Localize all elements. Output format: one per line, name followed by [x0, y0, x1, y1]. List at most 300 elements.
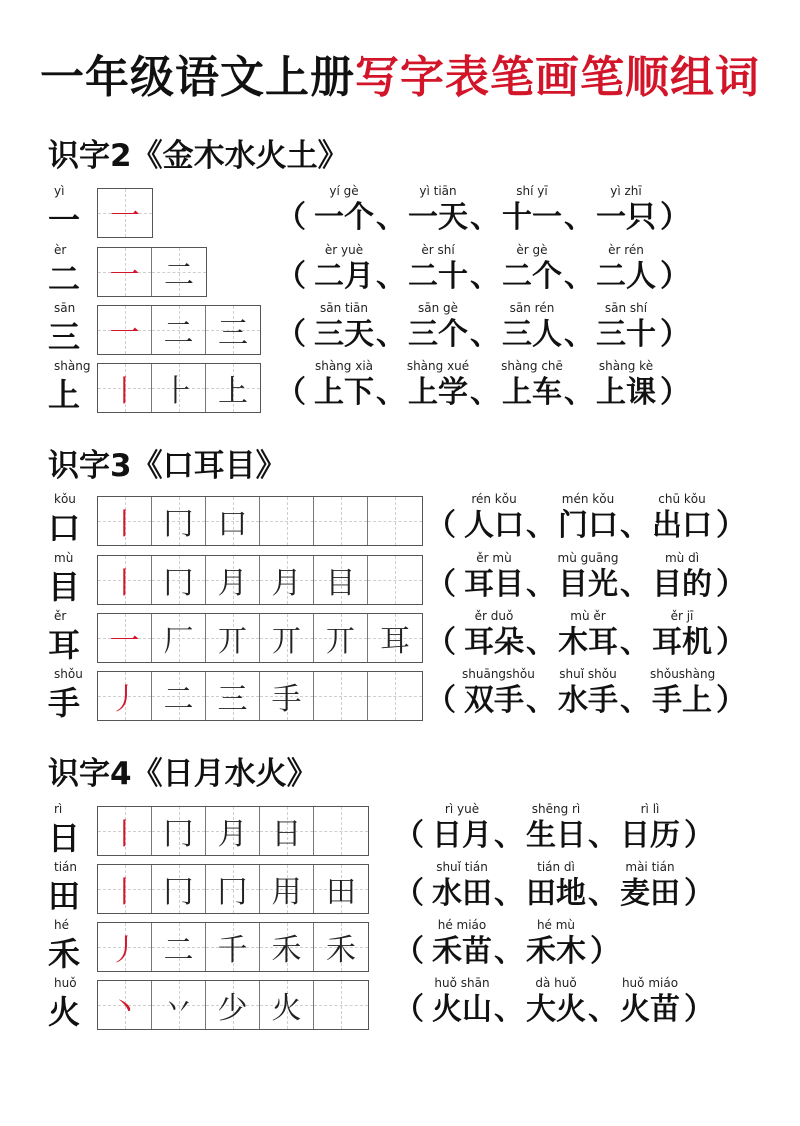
stroke-step: 冂 — [163, 875, 194, 910]
word-hanzi: 火山 — [432, 992, 492, 1027]
word-hanzi: 三个 — [408, 317, 468, 352]
stroke-cell — [98, 865, 152, 913]
stroke-cell — [260, 923, 314, 971]
word-hanzi: 水手 — [558, 683, 618, 718]
character: 火 — [48, 993, 81, 1031]
close-paren: ） — [590, 934, 620, 969]
stroke-cell — [98, 614, 152, 662]
word-pinyin: rì yuè — [444, 802, 480, 816]
character-pinyin: shǒu — [54, 667, 83, 681]
word-pinyin: shàng xué — [406, 359, 470, 373]
stroke-step: 冂 — [163, 507, 194, 542]
stroke-step: 禾 — [326, 933, 356, 968]
open-paren: （ — [276, 375, 306, 410]
stroke-step: 冂 — [163, 566, 194, 601]
word-item — [312, 184, 376, 238]
word-item — [500, 243, 564, 297]
word-hanzi: 耳机 — [652, 625, 712, 660]
word-item — [524, 802, 588, 856]
page-title — [0, 50, 800, 106]
stroke-step: 丨 — [109, 875, 140, 910]
word-hanzi: 田地 — [526, 876, 586, 911]
character-pinyin: shàng — [54, 359, 91, 373]
section-heading: 识字4《日月水火》 — [48, 756, 318, 792]
word-item — [594, 359, 658, 413]
stroke-cell — [206, 306, 260, 354]
word-pinyin: shǒushàng — [650, 667, 716, 681]
word-item — [594, 184, 658, 238]
word-item — [462, 492, 526, 546]
stroke-order-grid — [97, 671, 423, 721]
close-paren: ） — [716, 508, 746, 543]
stroke-cell — [368, 497, 422, 545]
word-hanzi: 目光 — [558, 567, 618, 602]
word-pinyin: tián dì — [537, 860, 575, 874]
stroke-order-grid — [97, 363, 261, 413]
stroke-cell — [368, 614, 422, 662]
word-pinyin: chū kǒu — [658, 492, 706, 506]
word-item — [430, 976, 494, 1030]
word-item — [650, 609, 714, 663]
word-hanzi: 日历 — [620, 818, 680, 853]
word-item — [430, 802, 494, 856]
stroke-step: 禾 — [271, 933, 302, 968]
word-item — [556, 551, 620, 605]
stroke-step: 一 — [110, 199, 140, 234]
word-hanzi: 禾木 — [526, 934, 586, 969]
character-pinyin: èr — [54, 243, 67, 257]
character-row — [0, 243, 800, 299]
stroke-step: 月 — [271, 566, 302, 601]
stroke-step: 一 — [109, 316, 140, 351]
word-item — [406, 359, 470, 413]
character-row — [0, 551, 800, 607]
stroke-step: 千 — [217, 933, 248, 968]
word-item — [406, 243, 470, 297]
character-pinyin: yì — [54, 184, 65, 198]
stroke-step: 三 — [218, 316, 248, 351]
character: 二 — [48, 260, 81, 298]
word-hanzi: 人口 — [464, 508, 524, 543]
word-pinyin: mén kǒu — [561, 492, 615, 506]
word-pinyin: shàng kè — [598, 359, 654, 373]
stroke-cell — [98, 189, 152, 237]
word-hanzi: 上学 — [408, 375, 468, 410]
stroke-cell — [152, 672, 206, 720]
open-paren: （ — [394, 934, 424, 969]
stroke-step: 少 — [217, 991, 248, 1026]
page-title-black: 一年级语文上册 — [40, 52, 355, 103]
stroke-cell — [314, 981, 368, 1029]
word-hanzi: 二月 — [314, 259, 374, 294]
open-paren: （ — [394, 876, 424, 911]
word-separator: 、 — [588, 876, 618, 911]
word-pinyin: èr shí — [421, 243, 455, 257]
word-separator: 、 — [564, 259, 594, 294]
stroke-order-grid — [97, 864, 369, 914]
stroke-cell — [260, 556, 314, 604]
close-paren: ） — [684, 818, 714, 853]
word-pinyin: hé miáo — [437, 918, 487, 932]
character: 三 — [48, 318, 81, 356]
word-hanzi: 二个 — [502, 259, 562, 294]
word-pinyin: shēng rì — [531, 802, 581, 816]
word-pinyin: sān tiān — [319, 301, 369, 315]
word-item — [650, 551, 714, 605]
word-pinyin: mù guāng — [557, 551, 619, 565]
word-pinyin: shuāngshǒu — [462, 667, 535, 681]
stroke-cell — [260, 672, 314, 720]
stroke-step: 厂 — [163, 624, 194, 659]
stroke-cell — [152, 364, 206, 412]
word-separator: 、 — [376, 259, 406, 294]
word-pinyin: shuǐ shǒu — [559, 667, 617, 681]
stroke-cell — [98, 497, 152, 545]
stroke-step: 丌 — [325, 624, 356, 659]
stroke-cell — [98, 807, 152, 855]
word-separator: 、 — [564, 317, 594, 352]
stroke-order-grid — [97, 980, 369, 1030]
stroke-step: 火 — [271, 991, 302, 1026]
stroke-step: 丌 — [271, 624, 302, 659]
close-paren: ） — [716, 625, 746, 660]
word-hanzi: 上车 — [502, 375, 562, 410]
word-pinyin: rén kǒu — [471, 492, 517, 506]
stroke-cell — [206, 614, 260, 662]
character-row — [0, 492, 800, 548]
word-pinyin: sān shí — [604, 301, 648, 315]
open-paren: （ — [276, 200, 306, 235]
word-separator: 、 — [526, 625, 556, 660]
stroke-cell — [152, 923, 206, 971]
stroke-cell — [152, 807, 206, 855]
word-pinyin: shàng chē — [501, 359, 563, 373]
word-item — [462, 609, 526, 663]
word-item — [650, 492, 714, 546]
word-hanzi: 门口 — [558, 508, 618, 543]
word-pinyin: shí yī — [516, 184, 548, 198]
word-pinyin: ěr duǒ — [474, 609, 514, 623]
open-paren: （ — [426, 567, 456, 602]
word-hanzi: 生日 — [526, 818, 586, 853]
stroke-cell — [98, 672, 152, 720]
stroke-step: 冂 — [217, 875, 248, 910]
open-paren: （ — [426, 625, 456, 660]
stroke-cell — [314, 672, 368, 720]
word-separator: 、 — [564, 200, 594, 235]
stroke-step: 二 — [164, 258, 194, 293]
stroke-step: 一 — [109, 624, 140, 659]
word-separator: 、 — [470, 317, 500, 352]
word-separator: 、 — [494, 876, 524, 911]
word-hanzi: 三人 — [502, 317, 562, 352]
word-item — [312, 301, 376, 355]
stroke-step: 月 — [217, 566, 248, 601]
stroke-step: 丿 — [109, 682, 140, 717]
word-hanzi: 上下 — [314, 375, 374, 410]
stroke-cell — [260, 981, 314, 1029]
word-item — [618, 976, 682, 1030]
close-paren: ） — [660, 375, 690, 410]
character-row — [0, 301, 800, 357]
close-paren: ） — [684, 992, 714, 1027]
stroke-cell — [98, 923, 152, 971]
word-separator: 、 — [470, 375, 500, 410]
stroke-order-grid — [97, 496, 423, 546]
word-separator: 、 — [376, 200, 406, 235]
open-paren: （ — [276, 259, 306, 294]
character-row — [0, 667, 800, 723]
word-separator: 、 — [470, 259, 500, 294]
word-pinyin: sān rén — [509, 301, 555, 315]
close-paren: ） — [684, 876, 714, 911]
word-separator: 、 — [526, 683, 556, 718]
word-item — [500, 184, 564, 238]
stroke-cell — [206, 981, 260, 1029]
stroke-order-grid — [97, 305, 261, 355]
close-paren: ） — [716, 683, 746, 718]
word-separator: 、 — [494, 934, 524, 969]
word-separator: 、 — [376, 375, 406, 410]
stroke-cell — [98, 364, 152, 412]
stroke-step: 丨 — [109, 817, 140, 852]
stroke-step: 月 — [217, 817, 248, 852]
word-hanzi: 禾苗 — [432, 934, 492, 969]
word-item — [406, 301, 470, 355]
word-item — [430, 918, 494, 972]
word-item — [406, 184, 470, 238]
word-pinyin: yì zhī — [610, 184, 642, 198]
stroke-step: 目 — [325, 566, 356, 601]
character: 耳 — [48, 626, 81, 664]
word-pinyin: shuǐ tián — [436, 860, 488, 874]
word-item — [594, 301, 658, 355]
word-pinyin: mù dì — [664, 551, 700, 565]
character-pinyin: hé — [54, 918, 69, 932]
character-pinyin: rì — [54, 802, 63, 816]
stroke-cell — [152, 306, 206, 354]
stroke-step: 一 — [109, 258, 140, 293]
stroke-cell — [314, 556, 368, 604]
word-hanzi: 一个 — [314, 200, 374, 235]
word-hanzi: 耳朵 — [464, 625, 524, 660]
stroke-step: 用 — [271, 875, 302, 910]
character-row — [0, 860, 800, 916]
stroke-order-grid — [97, 555, 423, 605]
stroke-step: 丿 — [109, 933, 140, 968]
word-hanzi: 二人 — [596, 259, 656, 294]
word-pinyin: èr yuè — [324, 243, 364, 257]
stroke-cell — [314, 865, 368, 913]
word-hanzi: 三天 — [314, 317, 374, 352]
character: 口 — [48, 509, 81, 547]
stroke-order-grid — [97, 613, 423, 663]
character-pinyin: tián — [54, 860, 77, 874]
character: 日 — [48, 819, 81, 857]
character: 田 — [48, 877, 81, 915]
word-pinyin: rì lì — [640, 802, 660, 816]
word-pinyin: hé mù — [536, 918, 576, 932]
word-item — [524, 976, 588, 1030]
stroke-cell — [314, 497, 368, 545]
word-pinyin: èr rén — [608, 243, 644, 257]
stroke-step: 日 — [271, 817, 302, 852]
word-item — [500, 301, 564, 355]
word-pinyin: mài tián — [625, 860, 675, 874]
word-separator: 、 — [494, 818, 524, 853]
open-paren: （ — [394, 992, 424, 1027]
open-paren: （ — [394, 818, 424, 853]
word-separator: 、 — [470, 200, 500, 235]
word-hanzi: 一天 — [408, 200, 468, 235]
word-item — [500, 359, 564, 413]
character-row — [0, 918, 800, 974]
stroke-order-grid — [97, 806, 369, 856]
character-row — [0, 184, 800, 240]
word-hanzi: 目的 — [652, 567, 712, 602]
stroke-step: 二 — [163, 933, 194, 968]
stroke-cell — [368, 672, 422, 720]
stroke-cell — [206, 865, 260, 913]
word-hanzi: 耳目 — [464, 567, 524, 602]
word-separator: 、 — [620, 508, 650, 543]
stroke-step: 上 — [218, 374, 248, 409]
stroke-cell — [98, 248, 152, 296]
stroke-cell — [260, 865, 314, 913]
open-paren: （ — [276, 317, 306, 352]
character: 一 — [48, 201, 81, 239]
character-pinyin: kǒu — [54, 492, 76, 506]
stroke-order-grid — [97, 247, 207, 297]
word-separator: 、 — [620, 625, 650, 660]
stroke-cell — [206, 364, 260, 412]
word-hanzi: 双手 — [464, 683, 524, 718]
close-paren: ） — [660, 259, 690, 294]
word-item — [556, 609, 620, 663]
word-separator: 、 — [564, 375, 594, 410]
character: 上 — [48, 376, 81, 414]
character-row — [0, 802, 800, 858]
word-hanzi: 手上 — [652, 683, 712, 718]
stroke-cell — [260, 497, 314, 545]
word-hanzi: 二十 — [408, 259, 468, 294]
word-hanzi: 火苗 — [620, 992, 680, 1027]
word-hanzi: 三十 — [596, 317, 656, 352]
word-pinyin: mù ěr — [570, 609, 606, 623]
word-item — [312, 243, 376, 297]
stroke-cell — [314, 614, 368, 662]
word-pinyin: èr gè — [516, 243, 548, 257]
word-hanzi: 一只 — [596, 200, 656, 235]
word-separator: 、 — [620, 683, 650, 718]
stroke-cell — [152, 865, 206, 913]
stroke-cell — [314, 923, 368, 971]
character-pinyin: ěr — [54, 609, 67, 623]
stroke-cell — [206, 497, 260, 545]
word-pinyin: yí gè — [329, 184, 359, 198]
word-separator: 、 — [376, 317, 406, 352]
stroke-cell — [152, 556, 206, 604]
word-hanzi: 出口 — [652, 508, 712, 543]
close-paren: ） — [660, 317, 690, 352]
word-item — [462, 551, 526, 605]
stroke-step: 二 — [163, 316, 194, 351]
close-paren: ） — [716, 567, 746, 602]
character-pinyin: huǒ — [54, 976, 77, 990]
word-pinyin: dà huǒ — [535, 976, 577, 990]
stroke-cell — [314, 807, 368, 855]
open-paren: （ — [426, 683, 456, 718]
stroke-cell — [206, 807, 260, 855]
stroke-step: 丨 — [109, 374, 140, 409]
word-hanzi: 麦田 — [620, 876, 680, 911]
stroke-step: 丨 — [109, 507, 140, 542]
word-separator: 、 — [588, 992, 618, 1027]
stroke-cell — [206, 556, 260, 604]
stroke-cell — [152, 497, 206, 545]
section-heading: 识字3《口耳目》 — [48, 448, 287, 484]
stroke-cell — [152, 248, 206, 296]
word-item — [524, 918, 588, 972]
word-pinyin: huǒ miáo — [621, 976, 679, 990]
word-item — [650, 667, 714, 721]
stroke-step: 耳 — [380, 624, 410, 659]
stroke-cell — [152, 614, 206, 662]
stroke-step: 丨 — [109, 566, 140, 601]
stroke-step: 三 — [217, 682, 248, 717]
open-paren: （ — [426, 508, 456, 543]
word-hanzi: 水田 — [432, 876, 492, 911]
word-separator: 、 — [620, 567, 650, 602]
stroke-step: 田 — [326, 875, 356, 910]
stroke-step: 丌 — [217, 624, 248, 659]
word-hanzi: 大火 — [526, 992, 586, 1027]
word-separator: 、 — [526, 508, 556, 543]
word-item — [312, 359, 376, 413]
stroke-step: 口 — [217, 507, 248, 542]
stroke-step: 手 — [271, 682, 302, 717]
stroke-order-grid — [97, 188, 153, 238]
word-hanzi: 木耳 — [558, 625, 618, 660]
stroke-cell — [98, 981, 152, 1029]
stroke-step: 冂 — [163, 817, 194, 852]
word-item — [556, 667, 620, 721]
stroke-cell — [98, 306, 152, 354]
stroke-step: ⺊ — [163, 374, 194, 409]
word-item — [556, 492, 620, 546]
word-hanzi: 日月 — [432, 818, 492, 853]
word-separator: 、 — [526, 567, 556, 602]
word-hanzi: 十一 — [502, 200, 562, 235]
stroke-cell — [152, 981, 206, 1029]
word-item — [618, 802, 682, 856]
word-item — [430, 860, 494, 914]
stroke-step: 丷 — [163, 991, 194, 1026]
word-pinyin: huǒ shān — [434, 976, 490, 990]
stroke-step: 丶 — [109, 991, 140, 1026]
word-pinyin: ěr jī — [670, 609, 694, 623]
word-item — [524, 860, 588, 914]
word-pinyin: ěr mù — [476, 551, 512, 565]
word-pinyin: shàng xià — [314, 359, 374, 373]
stroke-cell — [98, 556, 152, 604]
word-pinyin: yì tiān — [419, 184, 457, 198]
character-pinyin: sān — [54, 301, 76, 315]
word-item — [618, 860, 682, 914]
word-item — [462, 667, 535, 721]
stroke-step: 二 — [163, 682, 194, 717]
character-row — [0, 359, 800, 415]
